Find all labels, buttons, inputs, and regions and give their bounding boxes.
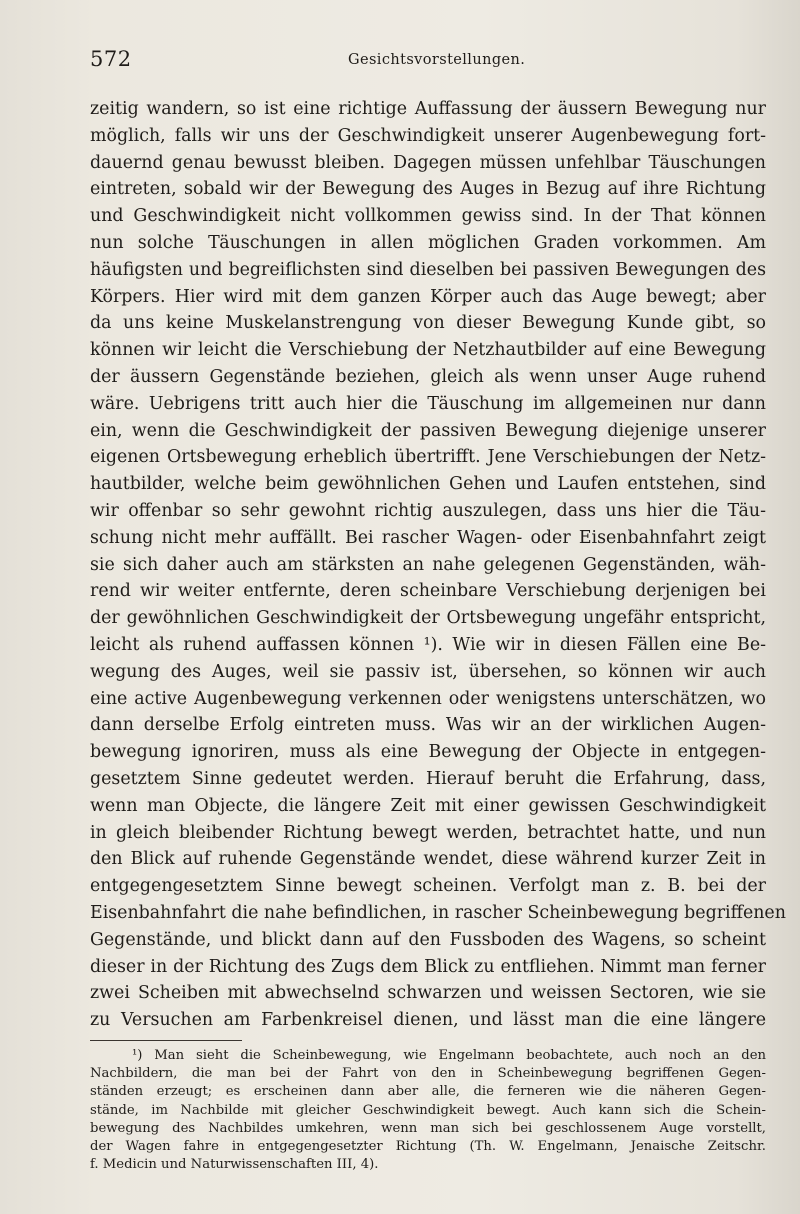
text-line: zeitig wandern, so ist eine richtige Auffassung der äussern Bewegung nur: [90, 99, 766, 119]
text-line: eintreten, sobald wir der Bewegung des Auges in Bezug auf ihre Richtung: [90, 179, 766, 200]
text-line: zu Versuchen am Farbenkreisel dienen, und lässt man die eine längere: [90, 1010, 766, 1031]
text-line: eigenen Ortsbewegung erheblich übertrifft. Jene Verschiebungen der Netz-: [90, 447, 766, 468]
footnote-line: Nachbildern, die man bei der Fahrt von den in Scheinbewegung begriffenen Gegen-: [90, 1066, 766, 1082]
text-line: und Geschwindigkeit nicht vollkommen gewiss sind. In der That können: [90, 206, 766, 227]
text-line: der äussern Gegenstände beziehen, gleich als wenn unser Auge ruhend: [90, 366, 766, 387]
footnote-line: stände, im Nachbilde mit gleicher Geschwindigkeit bewegt. Auch kann sich die Schein-: [90, 1102, 766, 1118]
text-line: hautbilder, welche beim gewöhnlichen Gehen und Laufen entstehen, sind: [90, 474, 766, 495]
text-line: wäre. Uebrigens tritt auch hier die Täuschung im allgemeinen nur dann: [90, 393, 766, 414]
footnote-line: ständen erzeugt; es erscheinen dann aber alle, die ferneren wie die näheren Gegen-: [90, 1084, 766, 1100]
text-line: können wir leicht die Verschiebung der Netzhautbilder auf eine Bewegung: [90, 340, 766, 361]
footnote-line: f. Medicin und Naturwissenschaften III, 4).: [90, 1157, 379, 1173]
body-text: [90, 96, 786, 1034]
text-line: dauernd genau bewusst bleiben. Dagegen müssen unfehlbar Täuschungen: [90, 152, 766, 173]
text-line: möglich, falls wir uns der Geschwindigkeit unserer Augenbewegung fort-: [90, 125, 766, 146]
text-line: schung nicht mehr auffällt. Bei rascher Wagen- oder Eisenbahnfahrt zeigt: [90, 527, 766, 548]
text-line: gesetztem Sinne gedeutet werden. Hierauf beruht die Erfahrung, dass,: [90, 768, 766, 789]
text-line: eine active Augenbewegung verkennen oder wenigstens unterschätzen, wo: [90, 688, 766, 709]
footnote-line: der Wagen fahre in entgegengesetzter Richtung (Th. W. Engelmann, Jenaische Zeitschr.: [90, 1138, 766, 1154]
text-line: in gleich bleibender Richtung bewegt werden, betrachtet hatte, und nun: [90, 822, 766, 843]
footnote-line: bewegung des Nachbildes umkehren, wenn man sich bei geschlossenem Auge vorstellt,: [90, 1120, 766, 1136]
text-line: Körpers. Hier wird mit dem ganzen Körper auch das Auge bewegt; aber: [90, 286, 766, 307]
footnote-line: ¹) Man sieht die Scheinbewegung, wie Engelmann beobachtete, auch noch an den: [132, 1048, 766, 1063]
text-line: entgegengesetztem Sinne bewegt scheinen. Verfolgt man z. B. bei der: [90, 876, 766, 897]
text-line: häufigsten und begreiflichsten sind dieselben bei passiven Bewegungen des: [90, 259, 766, 280]
text-line: leicht als ruhend auffassen können ¹). Wie wir in diesen Fällen eine Be-: [90, 634, 766, 655]
text-line: rend wir weiter entfernte, deren scheinbare Verschiebung derjenigen bei: [90, 581, 766, 602]
text-line: der gewöhnlichen Geschwindigkeit der Ortsbewegung ungefähr entspricht,: [90, 608, 766, 629]
text-line: nun solche Täuschungen in allen möglichen Graden vorkommen. Am: [90, 232, 766, 253]
text-line: sie sich daher auch am stärksten an nahe gelegenen Gegenständen, wäh-: [90, 554, 766, 575]
footnote-divider: [90, 1040, 242, 1041]
text-line: Eisenbahnfahrt die nahe befindlichen, in rascher Scheinbewegung begriffenen: [90, 902, 786, 923]
text-line: wir offenbar so sehr gewohnt richtig auszulegen, dass uns hier die Täu-: [90, 500, 766, 521]
text-line: dieser in der Richtung des Zugs dem Blick zu entfliehen. Nimmt man ferner: [90, 956, 766, 977]
page-number: 572: [90, 47, 132, 71]
running-title: Gesichtsvorstellungen.: [348, 52, 526, 68]
text-line: bewegung ignoriren, muss als eine Bewegung der Objecte in entgegen-: [90, 742, 766, 763]
text-line: dann derselbe Erfolg eintreten muss. Was wir an der wirklichen Augen-: [90, 715, 766, 736]
text-line: wegung des Auges, weil sie passiv ist, übersehen, so können wir auch: [90, 661, 766, 682]
text-line: wenn man Objecte, die längere Zeit mit einer gewissen Geschwindigkeit: [90, 795, 766, 816]
text-line: den Blick auf ruhende Gegenstände wendet, diese während kurzer Zeit in: [90, 849, 766, 870]
text-line: ein, wenn die Geschwindigkeit der passiven Bewegung diejenige unserer: [90, 420, 766, 441]
text-line: zwei Scheiben mit abwechselnd schwarzen und weissen Sectoren, wie sie: [90, 983, 766, 1004]
text-line: Gegenstände, und blickt dann auf den Fussboden des Wagens, so scheint: [90, 929, 766, 950]
footnote: [90, 1047, 766, 1174]
text-line: da uns keine Muskelanstrengung von dieser Bewegung Kunde gibt, so: [90, 313, 766, 334]
